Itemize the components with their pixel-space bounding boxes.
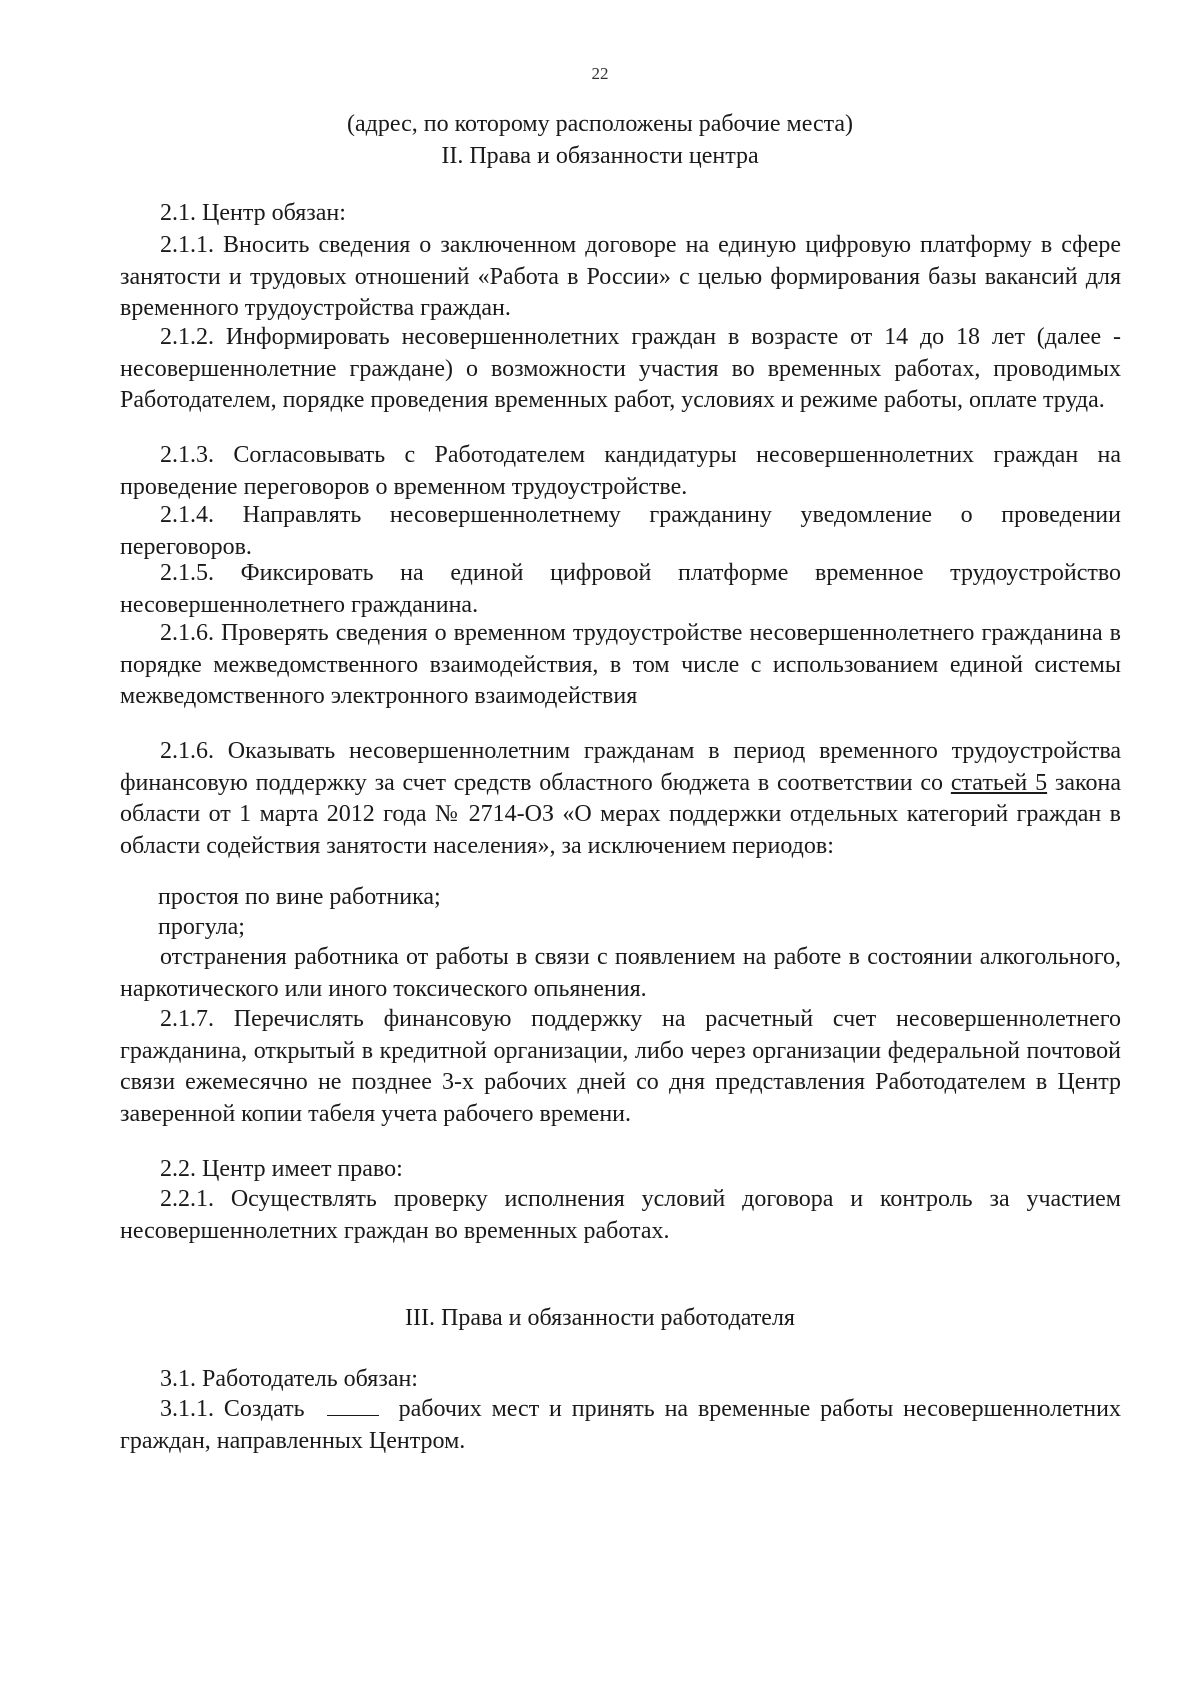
blank-field — [327, 1397, 379, 1416]
paragraph-2-1-5: 2.1.5. Фиксировать на единой цифровой платформе временное трудоустройство несовершеннолетнего гражданина. — [120, 560, 1121, 618]
paragraph-2-1: 2.1. Центр обязан: — [160, 200, 346, 226]
paragraph-2-1-3: 2.1.3. Согласовывать с Работодателем кандидатуры несовершеннолетних граждан на проведение переговоров о временном трудоустройстве. — [120, 442, 1121, 500]
section-3-title: III. Права и обязанности работодателя — [405, 1305, 795, 1331]
paragraph-2-2: 2.2. Центр имеет право: — [160, 1156, 403, 1182]
paragraph-2-1-2: 2.1.2. Информировать несовершеннолетних граждан в возрасте от 14 до 18 лет (далее - несовершеннолетние граждане) о возможности участия во временных работах, проводимых Работодателем, порядке проведения временных работ, условиях и режиме работы, оплате труда. — [120, 324, 1121, 413]
paragraph-3-1: 3.1. Работодатель обязан: — [160, 1366, 418, 1392]
paragraph-2-1-1: 2.1.1. Вносить сведения о заключенном договоре на единую цифровую платформу в сфере занятости и трудовых отношений «Работа в России» с целью формирования базы вакансий для временного трудоустройства граждан. — [120, 232, 1121, 321]
paragraph-2-1-6-support — [120, 736, 1121, 862]
list-item: отстранения работника от работы в связи с появлением на работе в состоянии алкогольного, наркотического или иного токсического опьянения. — [120, 944, 1121, 1002]
paragraph-text: закона области от 1 марта 2012 года № 2714-ОЗ «О мерах поддержки отдельных категорий граждан в области содействия занятости населения», за исключением периодов: — [120, 769, 1121, 859]
list-item: простоя по вине работника; — [158, 884, 441, 910]
paragraph-text: рабочих мест и принять на временные работы несовершеннолетних граждан, направленных Центром. — [120, 1396, 1121, 1454]
paragraph-text: 2.1.6. Оказывать несовершеннолетним гражданам в период временного трудоустройства финансовую поддержку за счет средств областного бюджета в соответствии со — [120, 738, 1121, 796]
page-number: 22 — [591, 64, 609, 83]
paragraph-3-1-1 — [120, 1394, 1121, 1457]
section-2-title: II. Права и обязанности центра — [441, 143, 759, 169]
paragraph-2-1-4: 2.1.4. Направлять несовершеннолетнему гражданину уведомление о проведении переговоров. — [120, 502, 1121, 560]
address-note: (адрес, по которому расположены рабочие места) — [346, 111, 854, 137]
article-5-link[interactable]: статьей 5 — [950, 769, 1048, 796]
paragraph-2-1-7: 2.1.7. Перечислять финансовую поддержку на расчетный счет несовершеннолетнего гражданина, открытый в кредитной организации, либо через организации федеральной почтовой связи ежемесячно не позднее 3-х рабочих дней со дня представления Работодателем в Центр заверенной копии табеля учета рабочего времени. — [120, 1006, 1121, 1127]
paragraph-2-2-1: 2.2.1. Осуществлять проверку исполнения условий договора и контроль за участием несовершеннолетних граждан во временных работах. — [120, 1186, 1121, 1244]
paragraph-2-1-6-check: 2.1.6. Проверять сведения о временном трудоустройстве несовершеннолетнего гражданина в порядке межведомственного взаимодействия, в том числе с использованием единой системы межведомственного электронного взаимодействия — [120, 620, 1121, 709]
paragraph-text: 3.1.1. Создать — [160, 1396, 305, 1422]
list-item: прогула; — [158, 914, 245, 940]
